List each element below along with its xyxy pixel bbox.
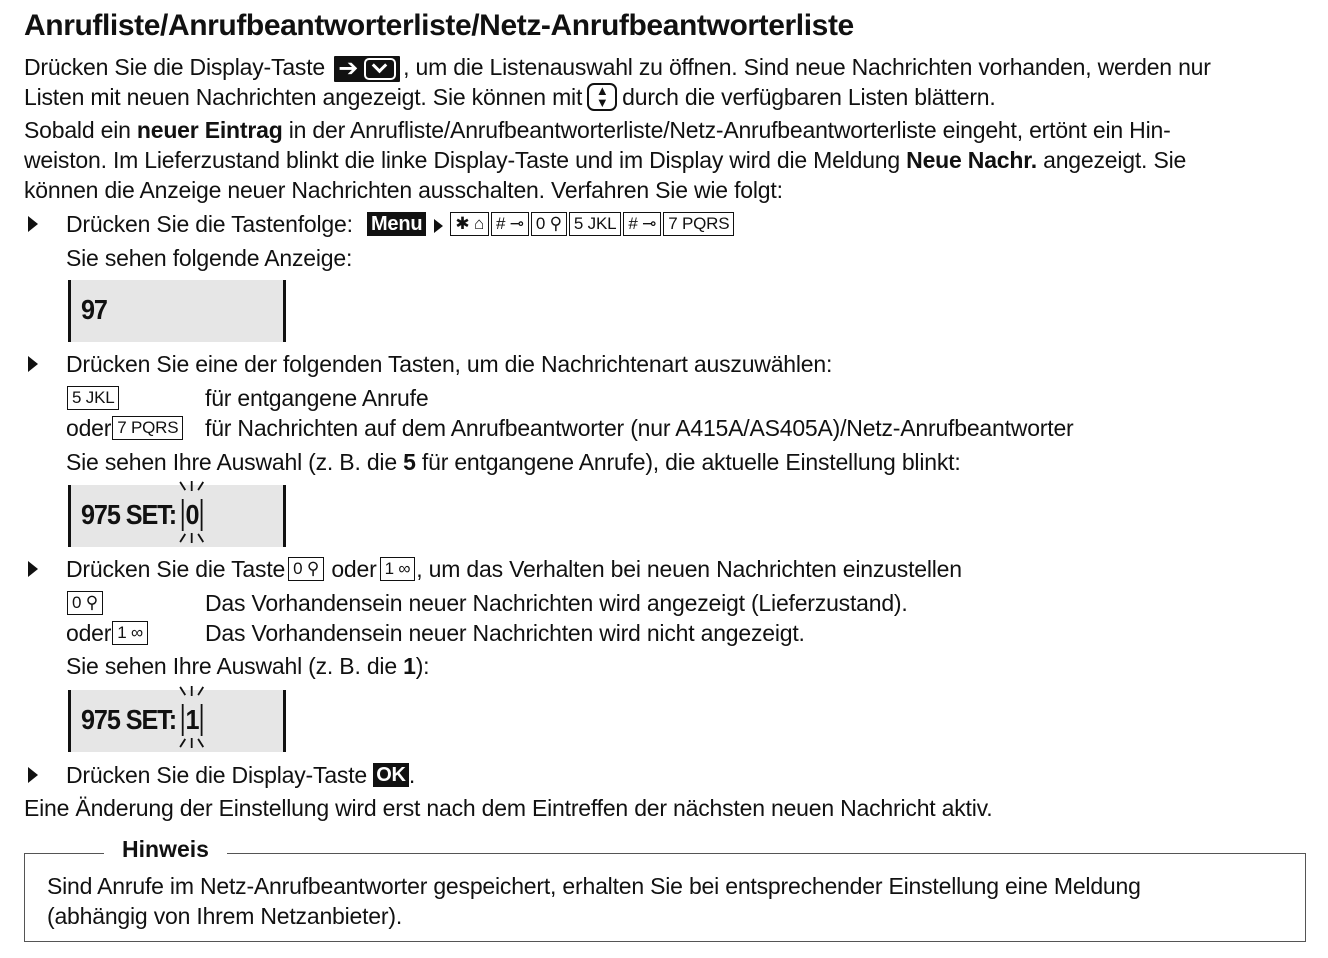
bullet-arrow-icon [28, 216, 38, 232]
blink-rays-icon [179, 481, 206, 493]
lcd-text: 97 [81, 294, 107, 325]
hinweis-line-1: Sind Anrufe im Netz-Anrufbeantworter gespeichert, erhalten Sie bei entsprechender Einstellung eine Meldung [47, 873, 1141, 899]
sub-text: für entgangene Anrufe), die aktuelle Einstellung blinkt: [415, 449, 961, 475]
step3-text: , um das Verhalten bei neuen Nachrichten einzustellen [416, 556, 962, 582]
sub-text: Sie sehen Ihre Auswahl (z. B. die [66, 449, 404, 475]
sub-bold: 1 [403, 653, 416, 679]
key-hash: # ⊸ [491, 212, 529, 236]
intro-line-1 [24, 52, 1211, 82]
key-5: 5 JKL [569, 212, 621, 236]
key-7: 7 PQRS [663, 212, 734, 236]
arrow-right-icon [434, 219, 443, 233]
step2-sub [66, 447, 961, 477]
lcd-display-3 [68, 690, 286, 752]
step2-option-1-text: für entgangene Anrufe [205, 385, 429, 411]
step3-option-1 [66, 588, 104, 618]
key-star: ✱ ⌂ [450, 212, 489, 236]
intro-line-3 [24, 115, 1171, 145]
navigation-key-icon: ▲ ▼ [587, 83, 617, 111]
blink-rays-icon [179, 738, 206, 750]
blinking-value [182, 704, 202, 736]
ok-key: OK [373, 763, 409, 787]
intro-text: , um die Listenauswahl zu öffnen. Sind neue Nachrichten vorhanden, werden nur [403, 54, 1211, 80]
oder-text: oder [66, 415, 112, 441]
lcd-display-2 [68, 485, 286, 547]
intro-text: in der Anrufliste/Anrufbeantworterliste/Netz-Anrufbeantworterliste eingeht, ertönt ein Hin- [282, 117, 1171, 143]
bullet-arrow-icon [28, 561, 38, 577]
intro-text: weiston. Im Lieferzustand blinkt die linke Display-Taste und im Display wird die Meldung [24, 147, 907, 173]
step4-end: . [408, 762, 416, 788]
lcd-value: 1 [185, 704, 199, 735]
step1-text: Drücken Sie die Tastenfolge: [66, 211, 353, 237]
intro-text: Listen mit neuen Nachrichten angezeigt. Sie können mit [24, 84, 583, 110]
intro-text: Drücken Sie die Display-Taste [24, 54, 325, 80]
oder-text: oder [331, 556, 377, 582]
lcd-value: 0 [185, 499, 199, 530]
sub-text: ): [415, 653, 430, 679]
step2-option-2 [66, 413, 184, 443]
key-5: 5 JKL [67, 386, 119, 410]
key-0: 0 ⚲ [288, 557, 324, 581]
oder-text: oder [66, 620, 112, 646]
intro-text: angezeigt. Sie [1036, 147, 1187, 173]
blink-rays-icon [179, 533, 206, 545]
hinweis-line-2: (abhängig von Ihrem Netzanbieter). [47, 903, 403, 929]
key-1: 1 ∞ [112, 621, 148, 645]
step3-line [66, 554, 962, 584]
step3-option-2 [66, 618, 149, 648]
blink-rays-icon [179, 686, 206, 698]
intro-text: durch die verfügbaren Listen blättern. [622, 84, 996, 110]
lcd-display-1 [68, 280, 286, 342]
key-hash: # ⊸ [623, 212, 661, 236]
lcd-prefix: 975 SET: [81, 499, 182, 530]
lcd-prefix: 975 SET: [81, 704, 182, 735]
menu-key: Menu [367, 212, 426, 236]
key-0: 0 ⚲ [531, 212, 567, 236]
step4-line [66, 760, 415, 790]
intro-line-2 [24, 82, 996, 113]
step2-option-1 [66, 383, 120, 413]
key-7: 7 PQRS [112, 416, 183, 440]
blinking-value [182, 499, 202, 531]
bullet-arrow-icon [28, 356, 38, 372]
intro-line-5: können die Anzeige neuer Nachrichten ausschalten. Verfahren Sie wie folgt: [24, 177, 783, 203]
step3-sub [66, 651, 429, 681]
step2-line: Drücken Sie eine der folgenden Tasten, um die Nachrichtenart auszuwählen: [66, 351, 833, 377]
step3-option-2-text: Das Vorhandensein neuer Nachrichten wird nicht angezeigt. [205, 620, 805, 646]
lcd-text [81, 499, 202, 531]
step4-text: Drücken Sie die Display-Taste [66, 762, 367, 788]
step1-line [66, 209, 735, 239]
step2-option-2-text: für Nachrichten auf dem Anrufbeantworter (nur A415A/AS405A)/Netz-Anrufbeantworter [205, 415, 1074, 441]
key-1: 1 ∞ [380, 557, 416, 581]
step3-option-1-text: Das Vorhandensein neuer Nachrichten wird angezeigt (Lieferzustand). [205, 590, 908, 616]
key-0: 0 ⚲ [67, 591, 103, 615]
sub-bold: 5 [403, 449, 416, 475]
step1-sub: Sie sehen folgende Anzeige: [66, 245, 353, 271]
display-key-list: ➔ [334, 56, 400, 82]
sub-text: Sie sehen Ihre Auswahl (z. B. die [66, 653, 404, 679]
chevron-down-icon [364, 58, 396, 80]
step3-text: Drücken Sie die Taste [66, 556, 286, 582]
note-after: Eine Änderung der Einstellung wird erst nach dem Eintreffen der nächsten neuen Nachricht aktiv. [24, 795, 993, 821]
bullet-arrow-icon [28, 767, 38, 783]
intro-text: Sobald ein [24, 117, 137, 143]
intro-bold: neuer Eintrag [136, 117, 283, 143]
hinweis-title: Hinweis [104, 834, 227, 864]
intro-bold: Neue Nachr. [906, 147, 1037, 173]
page-title: Anrufliste/Anrufbeantworterliste/Netz-Anrufbeantworterliste [24, 9, 854, 42]
lcd-text [81, 704, 202, 736]
intro-line-4 [24, 145, 1186, 175]
